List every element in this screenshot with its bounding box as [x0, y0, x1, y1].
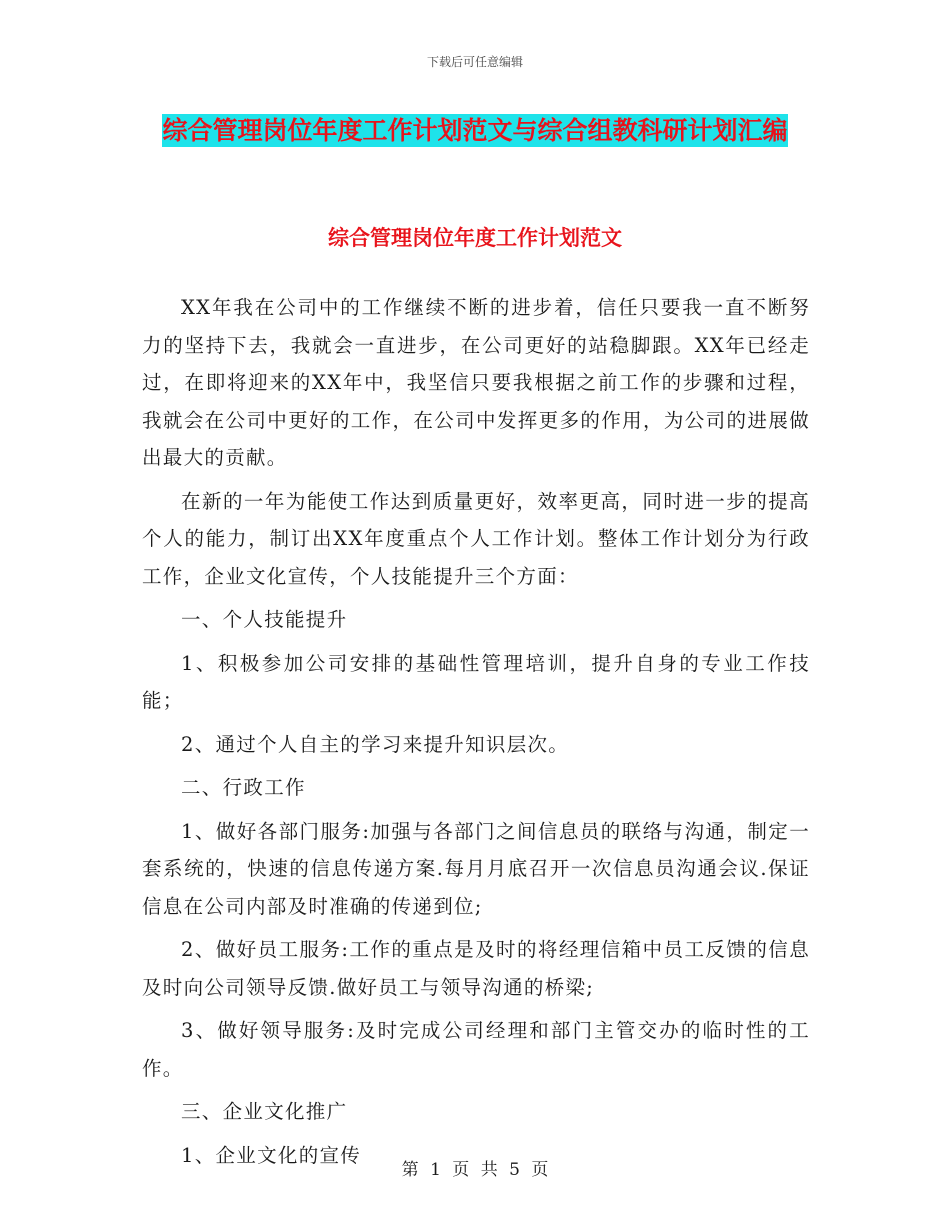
document-body	[142, 289, 810, 1180]
paragraph: XX年我在公司中的工作继续不断的进步着，信任只要我一直不断努力的坚持下去，我就会一直进步，在公司更好的站稳脚跟。XX年已经走过，在即将迎来的XX年中，我坚信只要我根据之前工作的步骤和过程，我就会在公司中更好的工作，在公司中发挥更多的作用，为公司的进展做出最大的贡献。	[142, 296, 810, 469]
page-number: 第 1 页 共 5 页	[401, 1160, 549, 1180]
main-title-text: 综合管理岗位年度工作计划范文与综合组教科研计划汇编	[162, 116, 788, 145]
paragraph: 在新的一年为能使工作达到质量更好，效率更高，同时进一步的提高个人的能力，制订出XX年度重点个人工作计划。整体工作计划分为行政工作，企业文化宣传，个人技能提升三个方面：	[142, 489, 810, 588]
list-item: 2、通过个人自主的学习来提升知识层次。	[181, 732, 570, 756]
document-main-title	[140, 108, 810, 153]
heading-item: 二、行政工作	[181, 776, 306, 799]
list-item: 1、做好各部门服务:加强与各部门之间信息员的联络与沟通，制定一套系统的，快速的信息传递方案.每月月底召开一次信息员沟通会议.保证信息在公司内部及时准确的传递到位;	[142, 819, 810, 918]
list-item: 3、做好领导服务:及时完成公司经理和部门主管交办的临时性的工作。	[142, 1019, 810, 1080]
heading-item: 三、企业文化推广	[181, 1100, 348, 1123]
header-note: 下载后可任意编辑	[426, 55, 523, 69]
list-item: 1、企业文化的宣传	[181, 1143, 362, 1167]
section-title: 综合管理岗位年度工作计划范文	[328, 226, 622, 250]
list-item: 2、做好员工服务:工作的重点是及时的将经理信箱中员工反馈的信息及时向公司领导反馈.做好员工与领导沟通的桥梁;	[142, 938, 810, 999]
list-item: 1、积极参加公司安排的基础性管理培训，提升自身的专业工作技能；	[142, 651, 810, 712]
heading-item: 一、个人技能提升	[181, 608, 348, 631]
